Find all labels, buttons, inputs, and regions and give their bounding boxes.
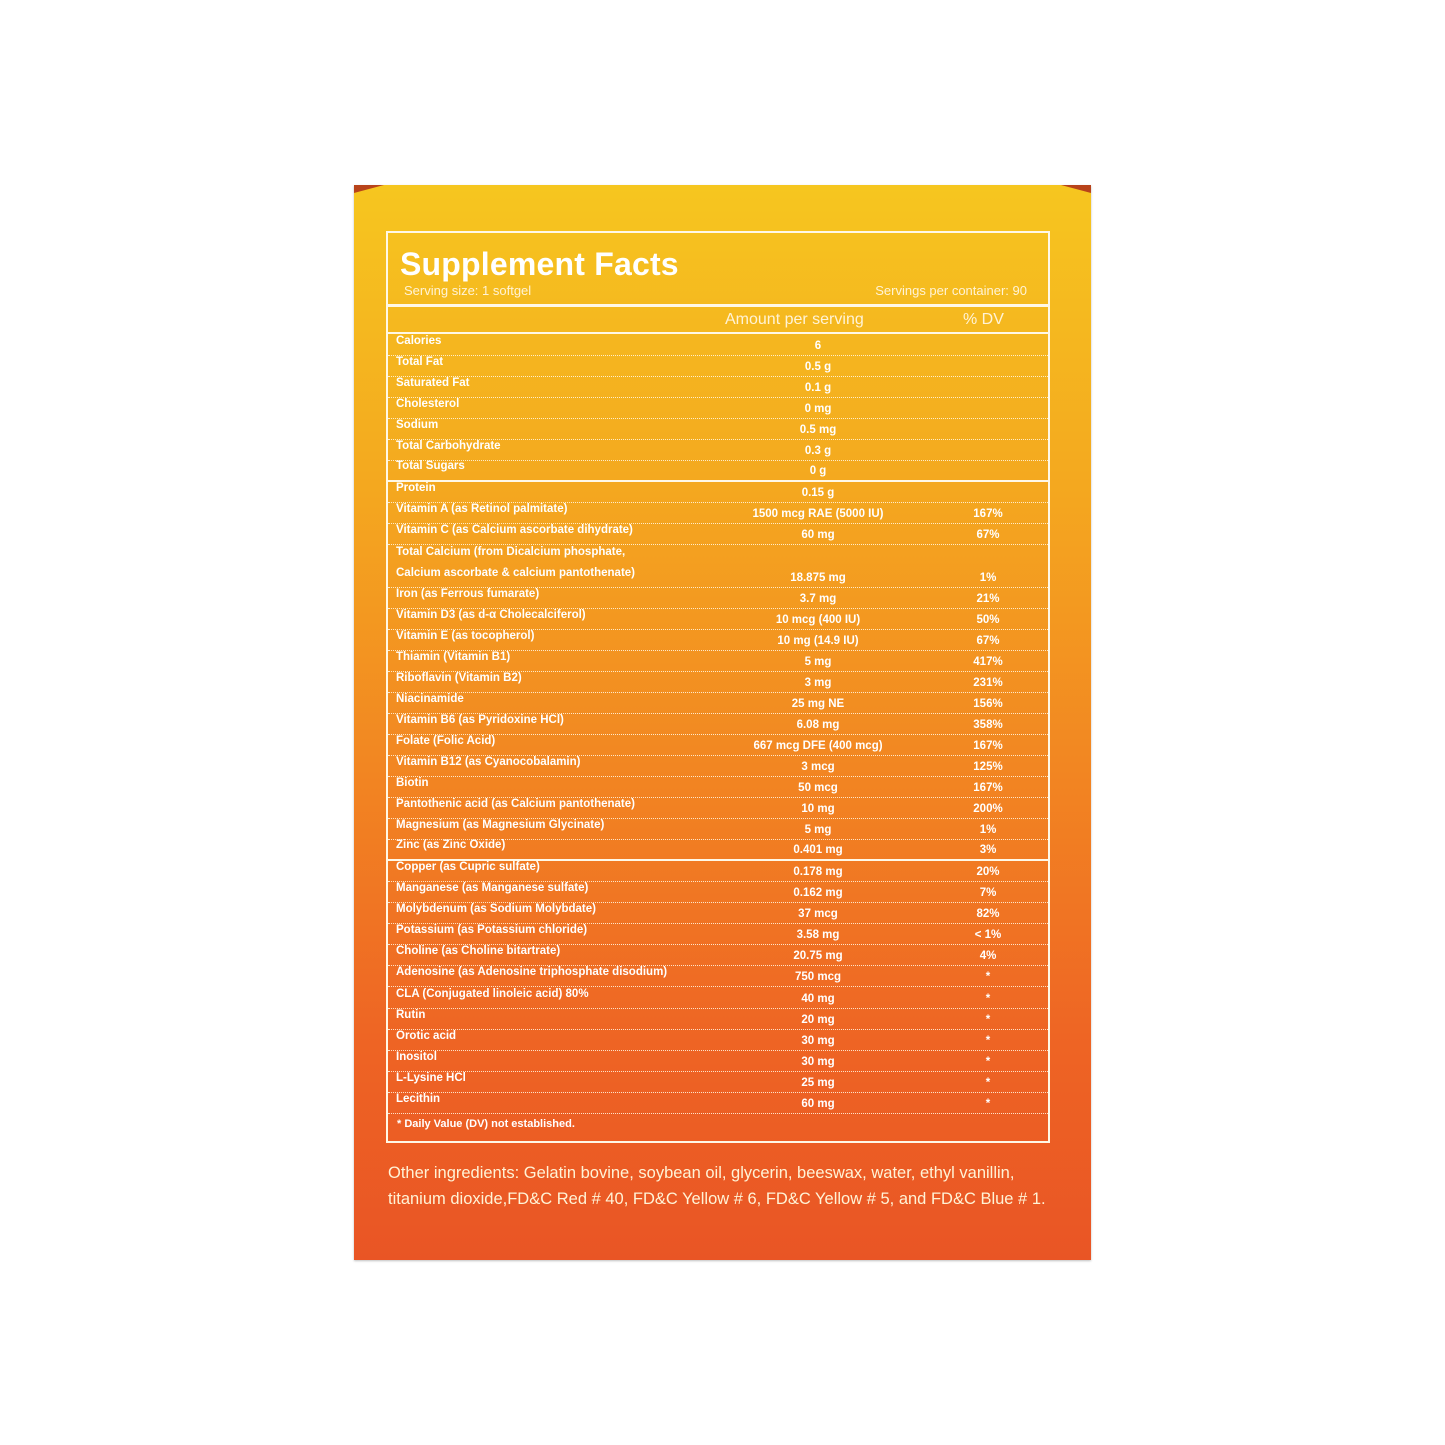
- daily-value: 358%: [973, 718, 1003, 731]
- nutrient-name: Inositol: [396, 1050, 437, 1063]
- amount-per-serving: 20.75 mg: [793, 950, 843, 963]
- table-row: [388, 1093, 1050, 1114]
- facts-title: Supplement Facts: [400, 246, 679, 282]
- amount-per-serving: 30 mg: [801, 1055, 835, 1068]
- nutrient-name: Rutin: [396, 1008, 426, 1021]
- table-row: [388, 987, 1050, 1008]
- table-row: [388, 461, 1050, 482]
- nutrient-name: Total Fat: [396, 356, 444, 369]
- amount-per-serving: 10 mg (14.9 IU): [777, 634, 859, 647]
- nutrient-name: Potassium (as Potassium chloride): [396, 924, 588, 937]
- nutrient-name: Orotic acid: [396, 1029, 457, 1042]
- amount-per-serving: 3.58 mg: [796, 929, 840, 942]
- nutrient-name: Zinc (as Zinc Oxide): [396, 839, 506, 852]
- amount-per-serving: 0.401 mg: [793, 844, 843, 857]
- amount-per-serving: 3 mcg: [801, 760, 835, 773]
- daily-value: 1%: [979, 824, 997, 837]
- nutrient-name: Sodium: [396, 419, 439, 432]
- daily-value: 7%: [979, 887, 997, 900]
- amount-per-serving: 10 mcg (400 IU): [775, 613, 861, 626]
- amount-per-serving: 0.3 g: [804, 445, 832, 458]
- amount-per-serving: 1500 mcg RAE (5000 IU): [752, 508, 884, 521]
- daily-value: 167%: [973, 782, 1003, 795]
- table-row: [388, 1051, 1050, 1072]
- daily-value: < 1%: [974, 929, 1002, 942]
- amount-per-serving: 25 mg: [801, 1076, 835, 1089]
- daily-value: *: [985, 1013, 991, 1026]
- amount-per-serving: 10 mg: [801, 803, 835, 816]
- nutrient-name: Pantothenic acid (as Calcium pantothenate): [396, 798, 635, 811]
- header-bottom-divider: [388, 332, 1050, 334]
- box-flap-right: [1061, 185, 1091, 193]
- nutrient-name: Total Sugars: [396, 460, 465, 473]
- daily-value: 125%: [973, 760, 1003, 773]
- table-row: [388, 1072, 1050, 1093]
- nutrient-name: Vitamin E (as tocopherol): [396, 629, 535, 642]
- nutrient-name: Vitamin B6 (as Pyridoxine HCl): [396, 713, 564, 726]
- nutrient-name-line-1: Total Calcium (from Dicalcium phosphate,: [396, 545, 626, 558]
- daily-value: 67%: [976, 529, 1000, 542]
- table-row: [388, 672, 1050, 693]
- amount-per-serving: 0.1 g: [804, 382, 832, 395]
- amount-per-serving: 0 mg: [804, 403, 832, 416]
- other-ingredients-line-2: titanium dioxide,FD&C Red # 40, FD&C Yellow # 6, FD&C Yellow # 5, and FD&C Blue # 1.: [388, 1190, 1046, 1208]
- daily-value: *: [985, 1055, 991, 1068]
- daily-value: 67%: [976, 634, 1000, 647]
- daily-value: *: [985, 971, 991, 984]
- amount-per-serving: 6.08 mg: [796, 718, 840, 731]
- amount-per-serving: 750 mcg: [794, 971, 842, 984]
- table-row: [388, 545, 1050, 587]
- other-ingredients-line-1: Other ingredients: Gelatin bovine, soybean oil, glycerin, beeswax, water, ethyl vanillin,: [388, 1164, 1015, 1182]
- nutrient-name: Vitamin C (as Calcium ascorbate dihydrate): [396, 524, 633, 537]
- table-row: [388, 356, 1050, 377]
- amount-per-serving: 40 mg: [801, 992, 835, 1005]
- daily-value: *: [985, 1076, 991, 1089]
- table-row: [388, 377, 1050, 398]
- daily-value: *: [985, 1097, 991, 1110]
- amount-per-serving: 3.7 mg: [799, 592, 837, 605]
- table-row: [388, 335, 1050, 356]
- daily-value: 50%: [976, 613, 1000, 626]
- nutrient-name: Iron (as Ferrous fumarate): [396, 587, 540, 600]
- table-row: [388, 398, 1050, 419]
- amount-per-serving: 0.178 mg: [793, 866, 843, 879]
- amount-per-serving: 30 mg: [801, 1034, 835, 1047]
- nutrient-name: Saturated Fat: [396, 377, 470, 390]
- daily-value: 20%: [976, 866, 1000, 879]
- nutrient-name: Molybdenum (as Sodium Molybdate): [396, 903, 596, 916]
- daily-value: *: [985, 1034, 991, 1047]
- daily-value: 167%: [973, 739, 1003, 752]
- amount-per-serving: 0 g: [809, 465, 827, 478]
- daily-value: 4%: [979, 950, 997, 963]
- amount-per-serving: 60 mg: [801, 1097, 835, 1110]
- nutrient-name: [396, 542, 635, 584]
- nutrient-name: Adenosine (as Adenosine triphosphate disodium): [396, 966, 668, 979]
- daily-value: 200%: [973, 803, 1003, 816]
- nutrient-name: Total Carbohydrate: [396, 440, 501, 453]
- amount-per-serving: 667 mcg DFE (400 mcg): [753, 739, 883, 752]
- table-row: [388, 440, 1050, 461]
- daily-value: 417%: [973, 655, 1003, 668]
- nutrient-name: CLA (Conjugated linoleic acid) 80%: [396, 987, 589, 1000]
- footnote: * Daily Value (DV) not established.: [397, 1118, 575, 1130]
- nutrient-name: Niacinamide: [396, 692, 464, 705]
- amount-per-serving: 6: [814, 340, 822, 353]
- nutrient-name: Calories: [396, 335, 442, 348]
- amount-per-serving: 0.162 mg: [793, 887, 843, 900]
- amount-per-serving: 25 mg NE: [791, 697, 845, 710]
- nutrient-name: Folate (Folic Acid): [396, 734, 496, 747]
- daily-value: 21%: [976, 592, 1000, 605]
- table-row: [388, 1009, 1050, 1030]
- servings-per-container: Servings per container: 90: [875, 283, 1027, 298]
- nutrient-name: Biotin: [396, 777, 429, 790]
- nutrient-name: Choline (as Choline bitartrate): [396, 945, 561, 958]
- nutrient-name: Cholesterol: [396, 398, 460, 411]
- nutrient-name: L-Lysine HCl: [396, 1071, 466, 1084]
- daily-value: 156%: [973, 697, 1003, 710]
- nutrient-name: Protein: [396, 482, 436, 495]
- nutrient-name: Copper (as Cupric sulfate): [396, 861, 540, 874]
- daily-value: 167%: [973, 508, 1003, 521]
- daily-value: 231%: [973, 676, 1003, 689]
- amount-per-serving: 0.5 mg: [799, 424, 837, 437]
- amount-per-serving: 60 mg: [801, 529, 835, 542]
- amount-per-serving: 50 mcg: [798, 782, 838, 795]
- daily-value: 1%: [979, 571, 997, 584]
- nutrient-name-line-2: Calcium ascorbate & calcium pantothenate): [396, 566, 636, 579]
- nutrient-name: Vitamin D3 (as d-α Cholecalciferol): [396, 608, 586, 621]
- box-flap-left: [354, 185, 384, 193]
- amount-per-serving: 0.5 g: [804, 361, 832, 374]
- serving-size: Serving size: 1 softgel: [404, 283, 532, 298]
- column-header-amount: Amount per serving: [725, 311, 864, 328]
- table-row: [388, 756, 1050, 777]
- daily-value: 82%: [976, 908, 1000, 921]
- amount-per-serving: 18.875 mg: [790, 571, 846, 584]
- amount-per-serving: 5 mg: [804, 655, 832, 668]
- nutrient-name: Lecithin: [396, 1092, 441, 1105]
- daily-value: 3%: [979, 844, 997, 857]
- nutrient-name: Magnesium (as Magnesium Glycinate): [396, 819, 605, 832]
- header-divider: [388, 304, 1050, 307]
- amount-per-serving: 0.15 g: [801, 487, 835, 500]
- amount-per-serving: 3 mg: [804, 676, 832, 689]
- other-ingredients: [388, 1160, 1078, 1212]
- nutrient-name: Riboflavin (Vitamin B2): [396, 671, 522, 684]
- amount-per-serving: 20 mg: [801, 1013, 835, 1026]
- nutrient-name: Vitamin B12 (as Cyanocobalamin): [396, 755, 581, 768]
- daily-value: *: [985, 992, 991, 1005]
- nutrient-name: Vitamin A (as Retinol palmitate): [396, 503, 568, 516]
- facts-table: [388, 335, 1050, 1114]
- amount-per-serving: 37 mcg: [798, 908, 838, 921]
- nutrient-name: Manganese (as Manganese sulfate): [396, 882, 589, 895]
- amount-per-serving: 5 mg: [804, 824, 832, 837]
- table-row: [388, 1030, 1050, 1051]
- nutrient-name: Thiamin (Vitamin B1): [396, 650, 511, 663]
- column-header-dv: % DV: [963, 311, 1004, 328]
